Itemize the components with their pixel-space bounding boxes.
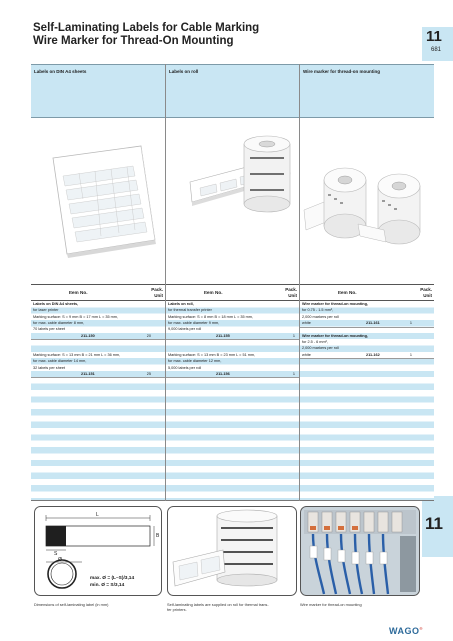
pack-unit: 25 <box>146 371 151 376</box>
page-number: 681 <box>431 47 442 53</box>
dimension-B-label: B <box>156 533 160 539</box>
spec-line: 5,000 labels per roll <box>168 365 202 370</box>
group-title: Wire marker for thread-on mounting, <box>302 333 368 338</box>
column-wire-marker <box>299 64 434 501</box>
column-heading-label: Labels on roll <box>169 69 199 74</box>
a4-sheet-photo <box>31 118 165 284</box>
spec-line: Marking surface: S = 13 mm B = 23 mm L = 51 mm, <box>168 352 256 357</box>
spec-line: for max. cable diameter 8 mm, <box>33 321 85 326</box>
dimension-L-label: L <box>96 512 99 518</box>
spec-line: Marking surface: S = 9 mm B = 17 mm L = 35 mm, <box>33 314 119 319</box>
pack-unit: 20 <box>146 333 151 338</box>
spec-line: for max. cable diameter 12 mm, <box>168 359 222 364</box>
group-divider <box>31 377 165 378</box>
wire-marker-application-photo <box>300 506 420 596</box>
column-labels-on-roll <box>165 64 299 501</box>
group-divider <box>166 339 299 340</box>
pack-unit: 1 <box>409 321 412 326</box>
spec-line: 32 labels per sheet <box>33 365 66 370</box>
color-value: white <box>302 352 311 357</box>
table-bottom-rule <box>166 500 299 501</box>
product-table <box>31 64 434 501</box>
pack-unit: 1 <box>292 371 295 376</box>
spec-line: 70 labels per sheet <box>33 327 66 332</box>
column-a4-sheets <box>31 64 165 501</box>
pack-unit-header: Pack. Unit <box>420 287 432 298</box>
spec-line: for max. cable diameter 9 mm, <box>168 321 220 326</box>
item-number: 211-151 <box>81 371 95 376</box>
spec-line: for 2.5 - 6 mm², <box>302 340 328 345</box>
spec-line: for thermal transfer printer <box>168 308 212 313</box>
group-divider <box>300 327 434 328</box>
spec-line: 9,000 labels per roll <box>168 327 202 332</box>
pack-unit-header: Pack. Unit <box>151 287 163 298</box>
spec-line: for 0.75 - 1.5 mm², <box>302 308 334 313</box>
group-divider <box>166 377 299 378</box>
group-title: Labels on roll, <box>168 302 194 306</box>
column-heading-label: Labels on DIN A4 sheets <box>34 69 87 74</box>
item-number: 211-155 <box>216 333 230 338</box>
table-rows <box>31 301 165 501</box>
pack-unit-header: Pack. Unit <box>285 287 297 298</box>
group-title: Wire marker for thread-on mounting, <box>302 302 368 306</box>
item-no-header: Item No. <box>338 290 357 295</box>
table-header <box>31 284 165 301</box>
spec-line: Marking surface: S = 13 mm B = 21 mm L = 36 mm, <box>33 352 121 357</box>
wago-logo: WAGO® <box>389 626 423 636</box>
color-value: white <box>302 321 311 326</box>
spec-line: for laser printer <box>33 308 59 313</box>
column-heading <box>300 64 434 118</box>
item-number: 211-161 <box>366 321 380 326</box>
min-diameter-formula: min. Ø = S/3,14 <box>90 583 125 588</box>
item-number: 211-150 <box>81 333 95 338</box>
table-header <box>300 284 434 301</box>
side-chapter-tab <box>422 496 453 557</box>
caption-wire-marker: Wire marker for thread-on mounting <box>300 602 362 607</box>
title-line-2: Wire Marker for Thread-On Mounting <box>33 35 234 47</box>
group-divider <box>31 339 165 340</box>
spec-line: 2,000 markers per roll <box>302 314 339 319</box>
item-no-header: Item No. <box>69 290 88 295</box>
caption-thermal-roll: Self-laminating labels are supplied on roll for thermal trans- fer printers. <box>167 602 269 612</box>
table-header <box>166 284 299 301</box>
pack-unit: 1 <box>292 333 295 338</box>
caption-dimensions: Dimensions of self-laminating label (in mm) <box>34 602 109 607</box>
item-no-header: Item No. <box>204 290 223 295</box>
diameter-label: Ø <box>58 557 62 563</box>
column-heading <box>31 64 165 118</box>
table-bottom-rule <box>31 500 165 501</box>
label-dimension-diagram <box>34 506 162 596</box>
column-heading <box>166 64 299 118</box>
spec-line: for max. cable diameter 14 mm, <box>33 359 87 364</box>
table-rows <box>300 301 434 501</box>
pack-unit: 1 <box>409 352 412 357</box>
item-number: 211-162 <box>366 352 380 357</box>
item-number: 211-156 <box>216 371 230 376</box>
title-line-1: Self-Laminating Labels for Cable Marking <box>33 22 260 34</box>
thermal-roll-photo <box>167 506 297 596</box>
table-rows <box>166 301 299 501</box>
side-chapter-number: 11 <box>425 514 443 533</box>
chapter-tab <box>422 27 453 61</box>
page-title <box>33 22 259 48</box>
column-heading-label: Wire marker for thread-on mounting <box>303 69 380 74</box>
table-bottom-rule <box>300 500 434 501</box>
label-roll-photo <box>166 118 299 284</box>
max-diameter-formula: max. Ø = (L–S)/3,14 <box>90 576 135 581</box>
dimension-S-label: S <box>54 551 58 557</box>
chapter-number: 11 <box>426 28 442 45</box>
spec-line: Marking surface: S = 8 mm B = 18 mm L = 35 mm, <box>168 314 254 319</box>
wire-marker-rolls-photo <box>300 118 434 284</box>
spec-line: 2,000 markers per roll <box>302 346 339 351</box>
group-divider <box>300 358 434 359</box>
group-title: Labels on DIN A4 sheets, <box>33 302 79 306</box>
